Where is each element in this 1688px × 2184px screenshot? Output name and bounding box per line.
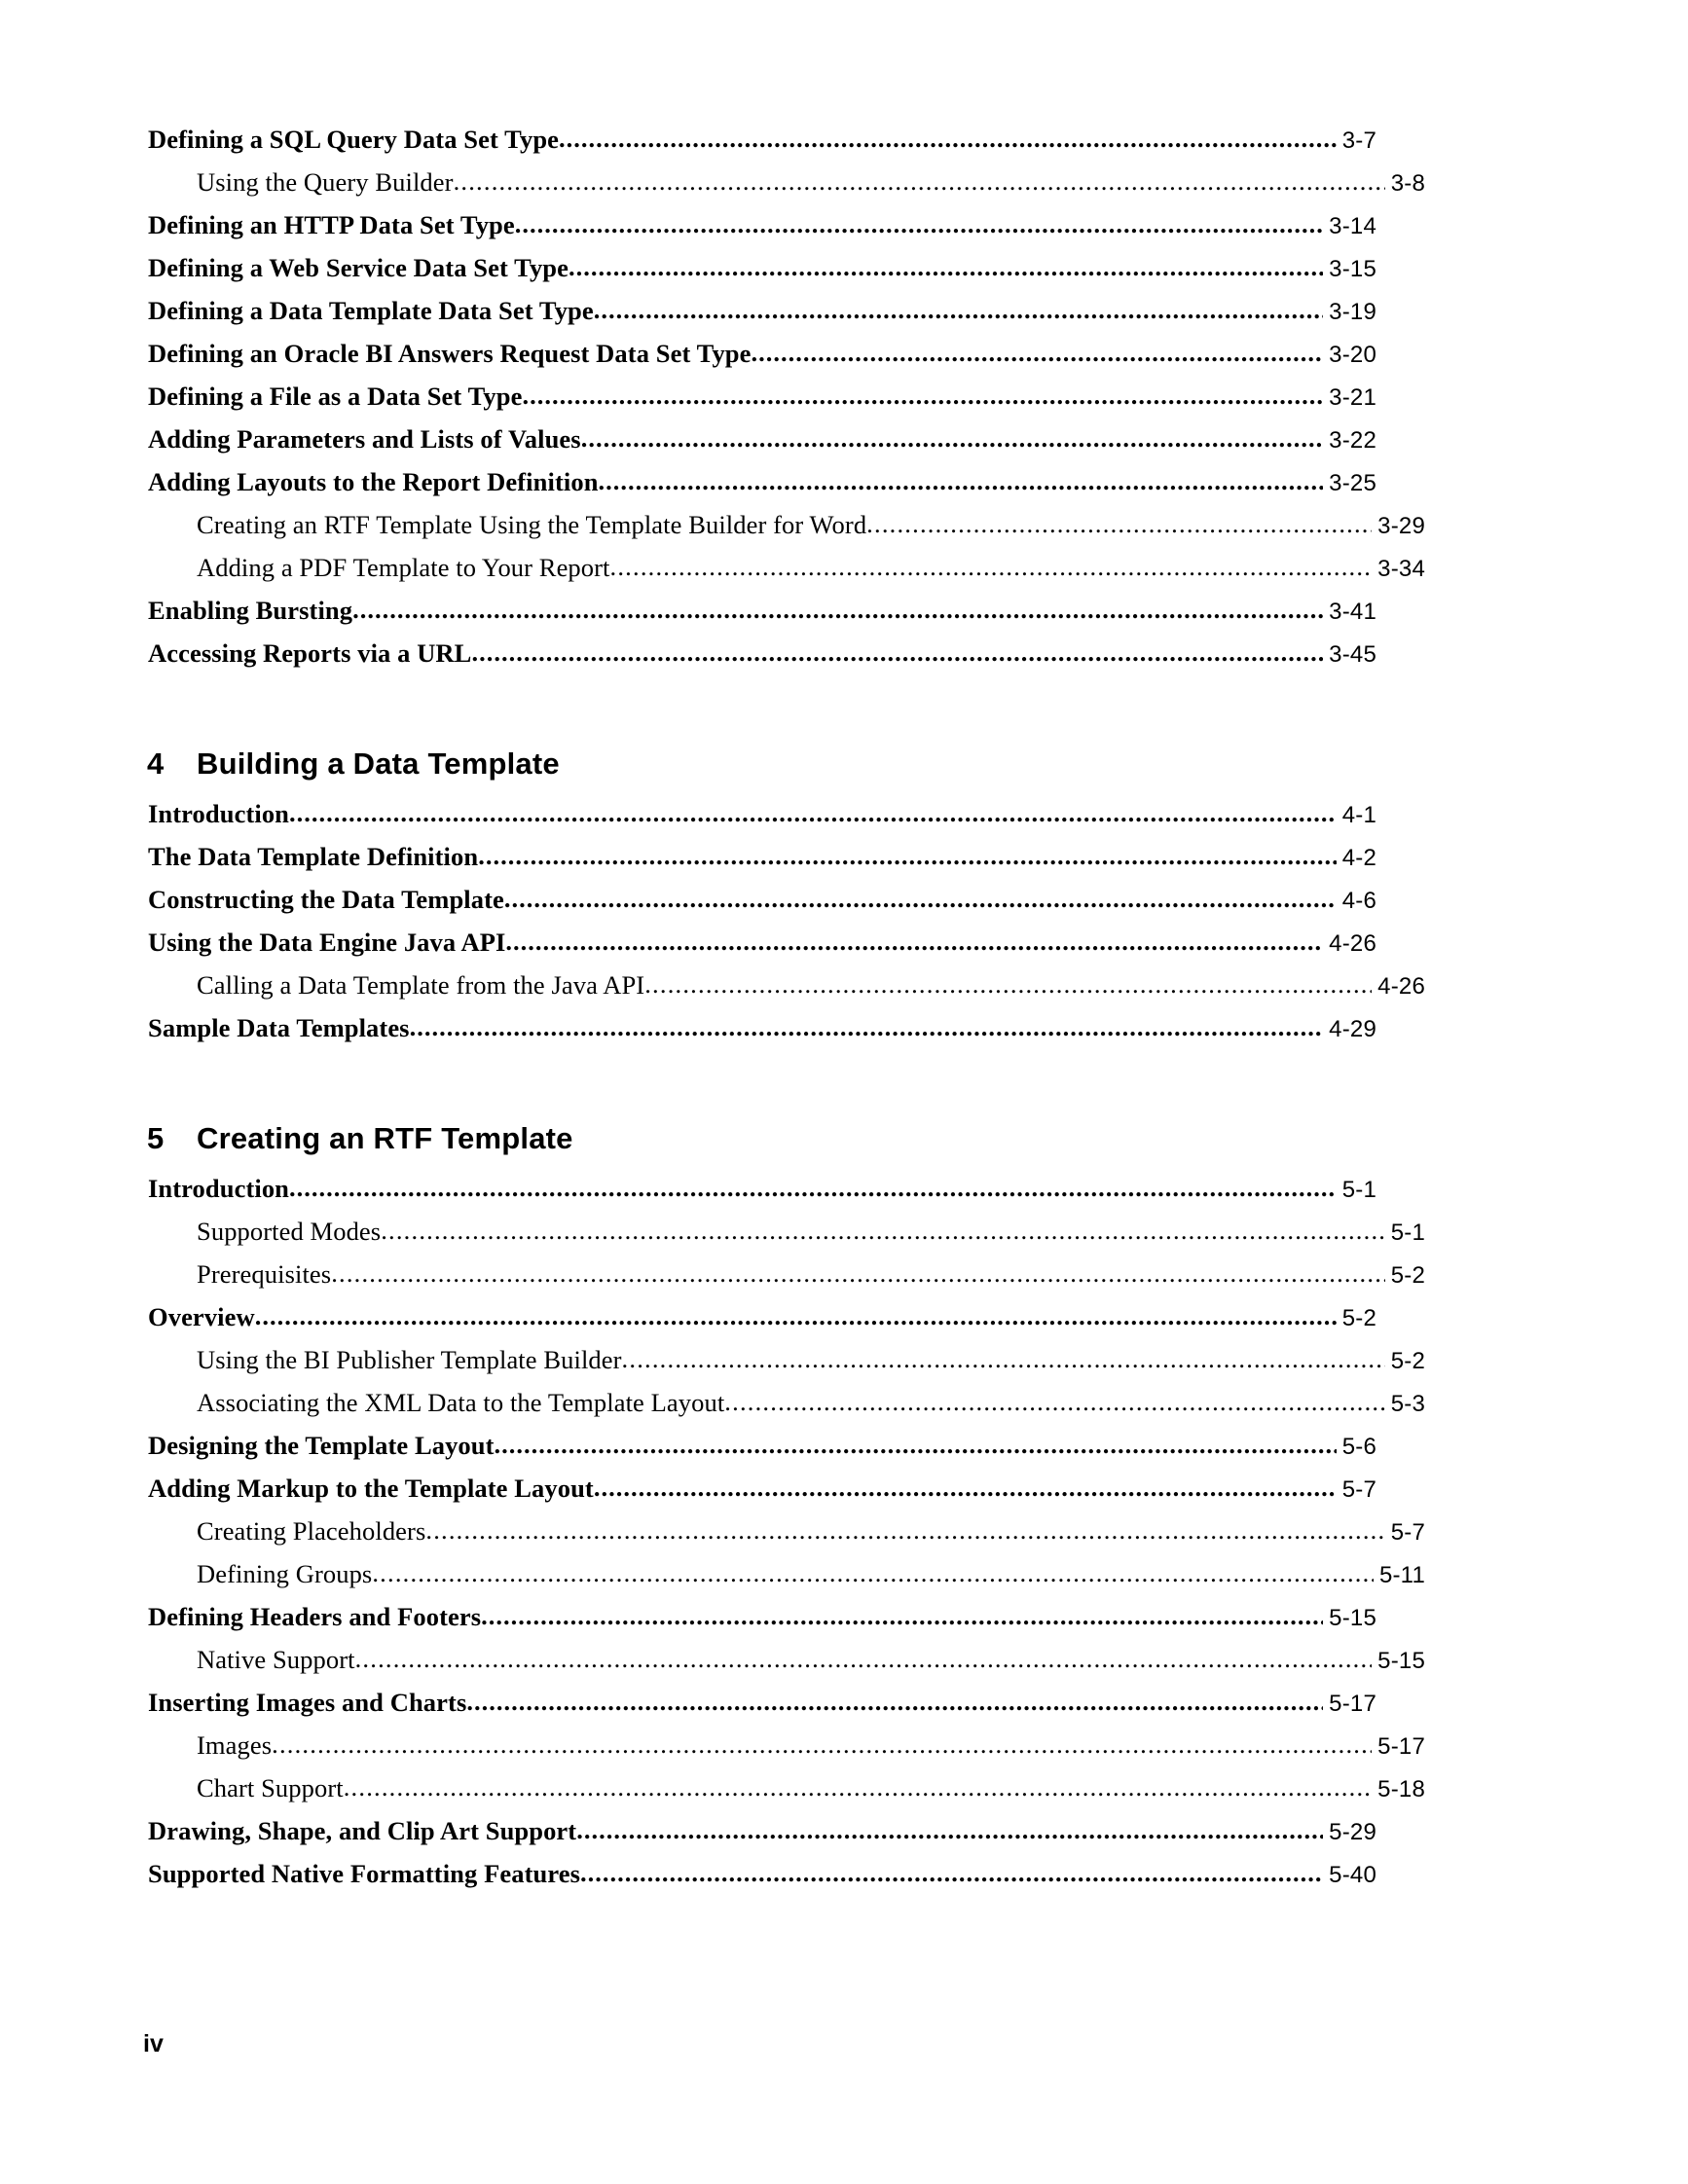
toc-entry-title: Defining a Data Template Data Set Type — [148, 296, 594, 325]
toc-entry-page-number: 3-22 — [1329, 427, 1376, 454]
toc-entry-page-number: 5-40 — [1329, 1862, 1376, 1888]
toc-entry-title: Adding Markup to the Template Layout — [148, 1474, 594, 1503]
toc-entry-title: Prerequisites — [197, 1259, 332, 1289]
dot-leader — [352, 596, 1323, 625]
toc-entry-title: Defining Headers and Footers — [148, 1602, 482, 1631]
dot-leader — [381, 1217, 1385, 1246]
toc-entry-title: Creating Placeholders — [197, 1516, 426, 1546]
toc-entry-page-number: 5-1 — [1341, 1177, 1376, 1203]
dot-leader — [610, 553, 1373, 582]
toc-entry[interactable] — [148, 1474, 1376, 1516]
dot-leader — [289, 799, 1337, 828]
dot-leader — [724, 1388, 1384, 1417]
toc-entry-title: Calling a Data Template from the Java API — [197, 970, 645, 1000]
toc-entry-title: Drawing, Shape, and Clip Art Support — [148, 1816, 577, 1845]
dot-leader — [569, 253, 1323, 282]
dot-leader — [866, 510, 1372, 539]
toc-entry-title: Native Support — [197, 1645, 355, 1674]
toc-entry-page-number: 4-26 — [1329, 930, 1376, 957]
toc-entry[interactable] — [148, 1302, 1376, 1345]
page-number-footer: iv — [143, 2030, 164, 2057]
toc-entry[interactable] — [148, 1645, 1425, 1688]
chapter-number: 5 — [147, 1121, 165, 1155]
dot-leader — [471, 638, 1323, 668]
toc-entry-title: Accessing Reports via a URL — [148, 638, 472, 668]
dot-leader — [599, 467, 1324, 496]
toc-entry[interactable] — [148, 1516, 1425, 1559]
toc-entry-title: The Data Template Definition — [148, 842, 479, 871]
toc-entry[interactable] — [148, 1602, 1376, 1645]
toc-entry-page-number: 5-3 — [1390, 1391, 1425, 1417]
dot-leader — [515, 210, 1323, 239]
toc-entry[interactable] — [148, 1217, 1425, 1259]
toc-entry-page-number: 5-1 — [1390, 1219, 1425, 1246]
toc-entry[interactable] — [148, 382, 1376, 424]
toc-entry-title: Overview — [148, 1302, 255, 1331]
table-of-contents — [147, 125, 1425, 1902]
toc-entry[interactable] — [148, 1730, 1425, 1773]
toc-entry-title: Images — [197, 1730, 273, 1760]
toc-entry-title: Inserting Images and Charts — [148, 1688, 467, 1717]
section-spacer — [148, 1056, 1376, 1121]
toc-entry-page-number: 4-1 — [1341, 802, 1376, 828]
toc-entry[interactable] — [148, 596, 1376, 638]
toc-entry-title: Sample Data Templates — [148, 1013, 410, 1042]
toc-entry-page-number: 3-21 — [1329, 384, 1376, 411]
toc-entry-page-number: 4-26 — [1377, 973, 1425, 1000]
dot-leader — [580, 1859, 1323, 1888]
chapter-title: Building a Data Template — [197, 746, 560, 781]
toc-entry-title: Adding Layouts to the Report Definition — [148, 467, 599, 496]
toc-entry[interactable] — [148, 296, 1376, 339]
dot-leader — [410, 1013, 1324, 1042]
toc-entry[interactable] — [148, 928, 1376, 970]
toc-entry[interactable] — [148, 125, 1376, 167]
toc-entry-page-number: 5-7 — [1341, 1476, 1376, 1503]
dot-leader — [355, 1645, 1373, 1674]
toc-entry-title: Defining a File as a Data Set Type — [148, 382, 523, 411]
toc-entry-page-number: 5-17 — [1377, 1733, 1425, 1760]
toc-entry[interactable] — [148, 1345, 1425, 1388]
toc-entry-title: Introduction — [148, 1174, 290, 1203]
toc-entry-page-number: 5-18 — [1377, 1776, 1425, 1802]
toc-entry-page-number: 5-2 — [1390, 1262, 1425, 1289]
toc-entry[interactable] — [148, 424, 1376, 467]
dot-leader — [289, 1174, 1337, 1203]
toc-entry-page-number: 4-29 — [1329, 1016, 1376, 1042]
toc-entry-title: Introduction — [148, 799, 290, 828]
toc-entry-page-number: 3-45 — [1329, 641, 1376, 668]
toc-entry-title: Adding a PDF Template to Your Report — [197, 553, 610, 582]
dot-leader — [372, 1559, 1374, 1588]
section-spacer — [148, 681, 1376, 746]
toc-entry-page-number: 3-41 — [1329, 599, 1376, 625]
toc-entry[interactable] — [148, 885, 1376, 928]
section-spacer — [148, 1156, 1376, 1174]
toc-entry[interactable] — [148, 1559, 1425, 1602]
dot-leader — [752, 339, 1324, 368]
toc-entry[interactable] — [148, 1013, 1376, 1056]
dot-leader — [522, 382, 1323, 411]
toc-entry-page-number: 5-2 — [1341, 1305, 1376, 1331]
toc-entry-title: Defining a SQL Query Data Set Type — [148, 125, 560, 154]
dot-leader — [495, 1431, 1337, 1460]
toc-entry-title: Supported Native Formatting Features — [148, 1859, 580, 1888]
toc-entry-page-number: 3-8 — [1390, 170, 1425, 197]
toc-entry-title: Enabling Bursting — [148, 596, 353, 625]
toc-entry[interactable] — [148, 510, 1425, 553]
chapter-heading — [147, 1121, 1376, 1156]
toc-entry-page-number: 3-14 — [1329, 213, 1376, 239]
dot-leader — [576, 1816, 1323, 1845]
toc-entry-title: Defining Groups — [197, 1559, 373, 1588]
toc-entry[interactable] — [148, 970, 1425, 1013]
toc-entry[interactable] — [148, 1431, 1376, 1474]
toc-entry-title: Creating an RTF Template Using the Template Builder for Word — [197, 510, 867, 539]
dot-leader — [481, 1602, 1323, 1631]
toc-entry-page-number: 5-29 — [1329, 1819, 1376, 1845]
dot-leader — [255, 1302, 1337, 1331]
toc-entry-page-number: 3-19 — [1329, 299, 1376, 325]
toc-entry-page-number: 5-17 — [1329, 1691, 1376, 1717]
dot-leader — [504, 885, 1337, 914]
toc-entry-title: Using the Query Builder — [197, 167, 454, 197]
toc-entry-page-number: 3-29 — [1377, 513, 1425, 539]
toc-entry-title: Supported Modes — [197, 1217, 382, 1246]
toc-entry[interactable] — [148, 1388, 1425, 1431]
dot-leader — [594, 296, 1323, 325]
chapter-title: Creating an RTF Template — [197, 1121, 573, 1155]
toc-entry-page-number: 3-25 — [1329, 470, 1376, 496]
toc-entry-page-number: 3-15 — [1329, 256, 1376, 282]
toc-entry-page-number: 3-34 — [1377, 556, 1425, 582]
dot-leader — [559, 125, 1337, 154]
toc-entry-title: Defining an Oracle BI Answers Request Data Set Type — [148, 339, 752, 368]
toc-entry-title: Adding Parameters and Lists of Values — [148, 424, 581, 454]
toc-entry-page-number: 4-2 — [1341, 845, 1376, 871]
dot-leader — [331, 1259, 1385, 1289]
toc-entry[interactable] — [148, 210, 1376, 253]
dot-leader — [478, 842, 1336, 871]
toc-entry-page-number: 5-2 — [1390, 1348, 1425, 1374]
toc-entry-page-number: 5-11 — [1378, 1562, 1425, 1588]
toc-entry-page-number: 4-6 — [1341, 888, 1376, 914]
toc-entry[interactable] — [148, 1859, 1376, 1902]
toc-entry[interactable] — [148, 638, 1376, 681]
toc-entry-page-number: 5-15 — [1329, 1605, 1376, 1631]
chapter-number: 4 — [147, 746, 165, 781]
toc-entry-title: Constructing the Data Template — [148, 885, 504, 914]
dot-leader — [594, 1474, 1337, 1503]
toc-entry-title: Using the Data Engine Java API — [148, 928, 506, 957]
toc-entry[interactable] — [148, 553, 1425, 596]
toc-entry-title: Using the BI Publisher Template Builder — [197, 1345, 622, 1374]
toc-entry-page-number: 5-15 — [1377, 1648, 1425, 1674]
section-spacer — [148, 782, 1376, 799]
toc-entry-title: Associating the XML Data to the Template Layout — [197, 1388, 725, 1417]
toc-entry[interactable] — [148, 1174, 1376, 1217]
dot-leader — [505, 928, 1323, 957]
toc-entry-page-number: 5-7 — [1390, 1519, 1425, 1546]
toc-entry[interactable] — [148, 1773, 1425, 1816]
dot-leader — [344, 1773, 1372, 1802]
dot-leader — [272, 1730, 1372, 1760]
toc-entry-title: Chart Support — [197, 1773, 344, 1802]
toc-entry[interactable] — [148, 167, 1425, 210]
dot-leader — [622, 1345, 1385, 1374]
toc-entry[interactable] — [148, 842, 1376, 885]
dot-leader — [466, 1688, 1323, 1717]
toc-entry[interactable] — [148, 339, 1376, 382]
dot-leader — [454, 167, 1385, 197]
toc-entry[interactable] — [148, 1688, 1376, 1730]
dot-leader — [425, 1516, 1384, 1546]
toc-entry-page-number: 5-6 — [1341, 1434, 1376, 1460]
chapter-heading — [147, 746, 1376, 782]
toc-entry[interactable] — [148, 1816, 1376, 1859]
toc-entry-title: Designing the Template Layout — [148, 1431, 495, 1460]
toc-entry-page-number: 3-20 — [1329, 342, 1376, 368]
toc-entry-page-number: 3-7 — [1341, 127, 1376, 154]
toc-entry[interactable] — [148, 467, 1376, 510]
toc-entry[interactable] — [148, 799, 1376, 842]
dot-leader — [644, 970, 1372, 1000]
toc-entry[interactable] — [148, 1259, 1425, 1302]
toc-entry-title: Defining a Web Service Data Set Type — [148, 253, 569, 282]
toc-entry[interactable] — [148, 253, 1376, 296]
toc-entry-title: Defining an HTTP Data Set Type — [148, 210, 515, 239]
dot-leader — [581, 424, 1323, 454]
